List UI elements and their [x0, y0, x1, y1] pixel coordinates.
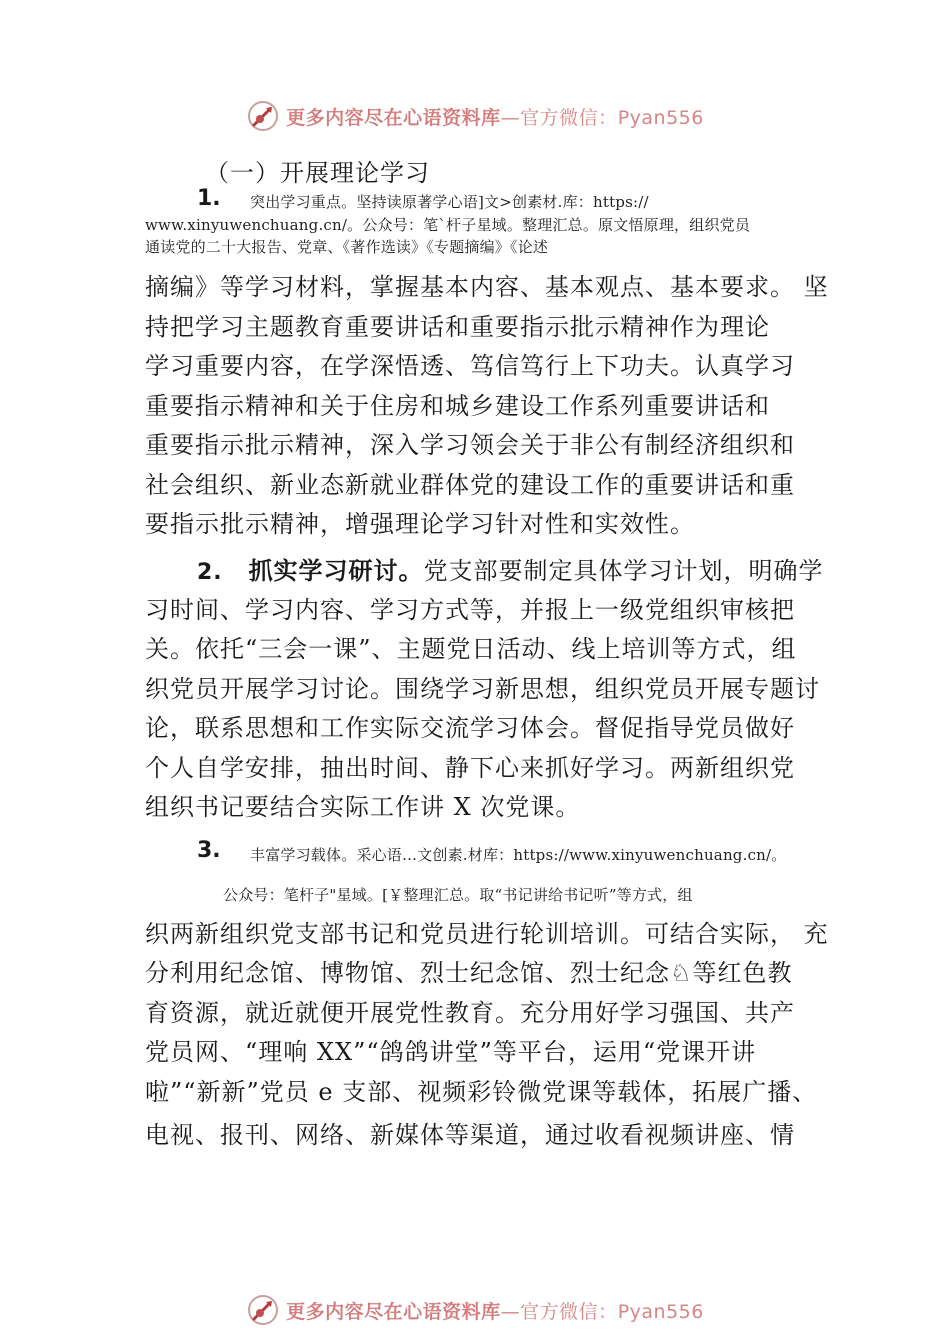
item1-body-line: 学习重要内容，在学深悟透、笃信笃行上下功夫。认真学习 — [145, 352, 795, 380]
item3-body-line: 育资源，就近就便开展党性教育。充分用好学习强国、共产 — [145, 999, 795, 1027]
item2-first-text: 党支部要制定具体学习计划，明确学 — [423, 557, 824, 585]
header-banner — [0, 96, 950, 136]
section-heading: （一）开展理论学习 — [205, 159, 430, 187]
item3-body-line: 啦”“新新”党员 e 支部、视频彩铃微党课等载体，拓展广播、 — [145, 1078, 818, 1106]
item3-body-line: 织两新组织党支部书记和党员进行轮训培训。可结合实际， 充 — [145, 920, 829, 948]
pen-logo-icon — [246, 99, 280, 133]
item1-body-line: 重要指示批示精神，深入学习领会关于非公有制经济组织和 — [145, 431, 795, 459]
item3-body-line: 电视、报刊、网络、新媒体等渠道，通过收看视频讲座、情 — [145, 1121, 795, 1149]
item2-body-line: 织党员开展学习讨论。围绕学习新思想，组织党员开展专题讨 — [145, 675, 820, 703]
footer-banner — [0, 1290, 950, 1330]
item2-number: 2. — [197, 560, 223, 585]
item1-line1: 突出学习重点。坚持读原著学心语]文>创素材.库：https:// — [250, 193, 649, 211]
item3-line2: 公众号：笔杆子"星域。[￥整理汇总。取“书记讲给书记听”等方式，组 — [223, 886, 693, 904]
item3-body-line: 党员网、“理响 XX”“鸽鸽讲堂”等平台，运用“党课开讲 — [145, 1038, 757, 1066]
item2-body-line: 个人自学安排，抽出时间、静下心来抓好学习。两新组织党 — [145, 754, 795, 782]
item1-body-line: 重要指示精神和关于住房和城乡建设工作系列重要讲话和 — [145, 392, 770, 420]
item1-body-line: 要指示批示精神，增强理论学习针对性和实效性。 — [145, 510, 695, 538]
item1-line2: www.xinyuwenchuang.cn/。公众号：笔`杆子星域。整理汇总。原文悟原理，组织党员 — [145, 216, 751, 234]
item3-body-line: 分利用纪念馆、博物馆、烈士纪念馆、烈士纪念♘等红色教 — [145, 959, 793, 987]
pen-logo-icon — [246, 1293, 280, 1327]
item1-body-line: 持把学习主题教育重要讲话和重要指示批示精神作为理论 — [145, 313, 770, 341]
item2-body-line: 组织书记要结合实际工作讲 X 次党课。 — [145, 793, 581, 821]
item3-number: 3. — [197, 838, 221, 863]
banner-text: 更多内容尽在心语资料库—官方微信：Pyan556 — [286, 106, 704, 129]
item2-first-line — [197, 551, 824, 586]
item1-body-line: 摘编》等学习材料，掌握基本内容、基本观点、基本要求。 坚 — [145, 273, 829, 301]
item3-line1: 丰富学习载体。采心语…文创素.材库：https://www.xinyuwenchuang.cn/。 — [250, 846, 787, 864]
item1-number: 1. — [197, 186, 221, 211]
item2-body-line: 关。依托“三会一课”、主题党日活动、线上培训等方式，组 — [145, 635, 797, 663]
item2-title: 抓实学习研讨。 — [248, 557, 424, 585]
banner-text: 更多内容尽在心语资料库—官方微信：Pyan556 — [286, 1300, 704, 1323]
item1-body-line: 社会组织、新业态新就业群体党的建设工作的重要讲话和重 — [145, 471, 795, 499]
item2-body-line: 习时间、学习内容、学习方式等，并报上一级党组织审核把 — [145, 596, 795, 624]
item1-line3: 通读党的二十大报告、党章、《著作选读》《专题摘编》《论述 — [145, 238, 549, 256]
item2-body-line: 论，联系思想和工作实际交流学习体会。督促指导党员做好 — [145, 714, 795, 742]
